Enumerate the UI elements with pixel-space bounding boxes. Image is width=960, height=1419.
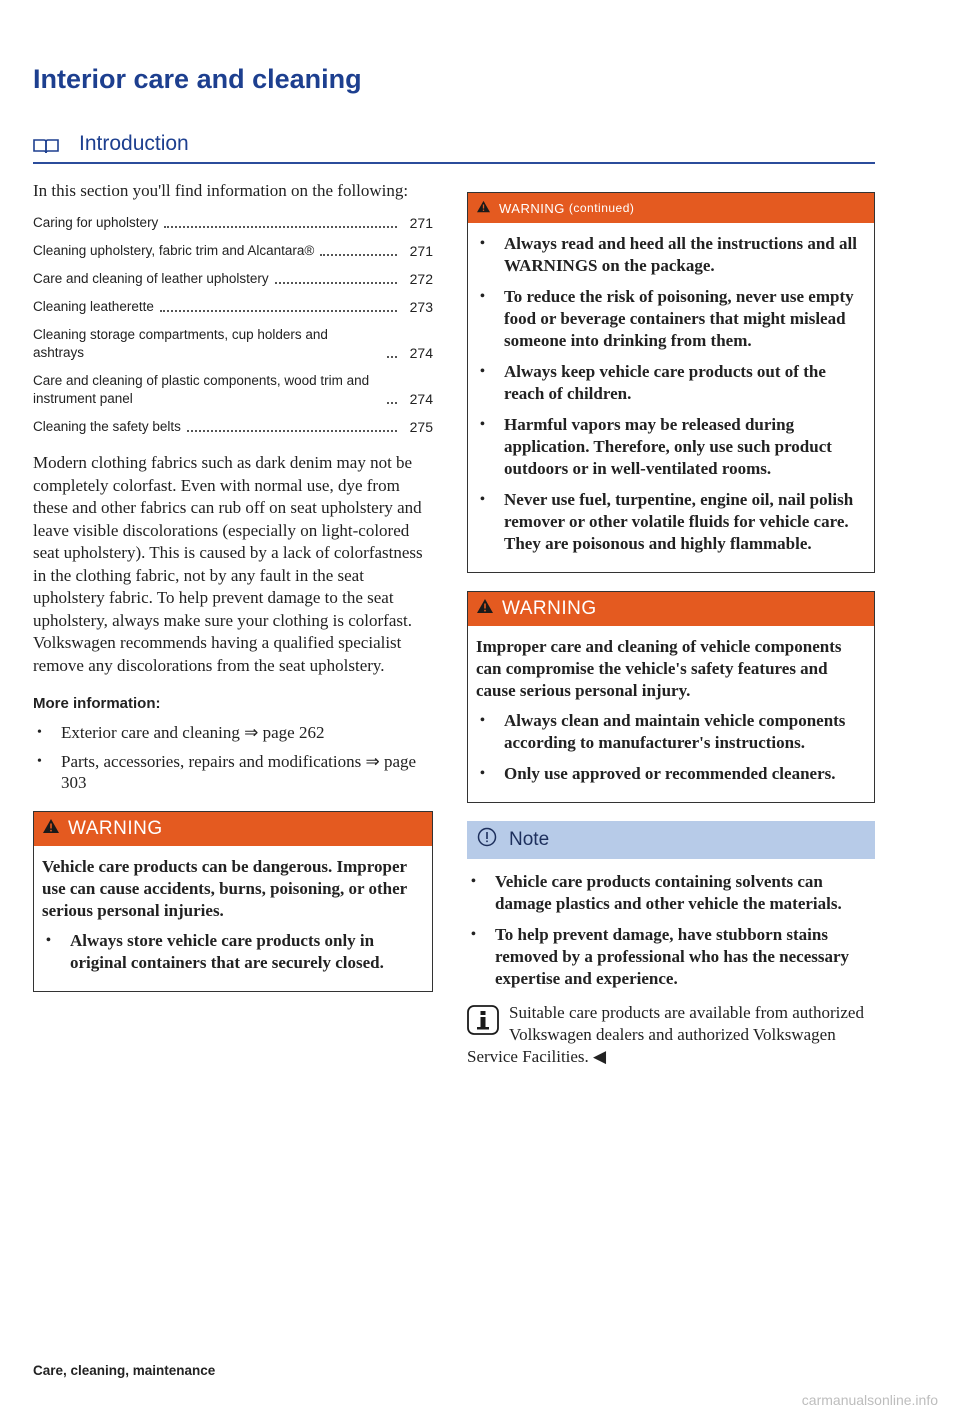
warning-body-2	[468, 626, 874, 802]
note-bullets	[467, 871, 875, 990]
warning-bullet: • Always read and heed all the instructions and all WARNINGS on the package.	[476, 233, 866, 277]
intro-text: In this section you'll find information on the following:	[33, 181, 409, 200]
warning-bullet: • Harmful vapors may be released during application. Therefore, only use such product outdoors or in well-ventilated rooms.	[476, 414, 866, 480]
toc-item-page: 272	[409, 271, 433, 287]
toc-leader	[187, 430, 397, 432]
chapter-title: Interior care and cleaning	[33, 64, 362, 94]
toc-item[interactable]	[33, 242, 433, 260]
toc-item[interactable]	[33, 326, 433, 362]
section-title: Introduction	[79, 132, 189, 155]
note-bullet: • To help prevent damage, have stubborn stains removed by a professional who has the necessary expertise and experience.	[467, 924, 875, 990]
note-bullet: • Vehicle care products containing solvents can damage plastics and other vehicle the materials.	[467, 871, 875, 915]
warning-bullet: • To reduce the risk of poisoning, never use empty food or beverage containers that might mislead someone into drinking from them.	[476, 286, 866, 352]
body-paragraph: Modern clothing fabrics such as dark denim may not be completely colorfast. Even with normal use, dye from these and other fabrics can rub off on seat upholstery and leave visible discolorations (especially on light-colored seat upholstery). This is caused by a lack of colorfastness in the clothing fabric, not by any fault in the seat upholstery fabric. To help prevent damage to the seat upholstery, always make sure your clothing is colorfast. Volkswagen recommends having a qualified specialist remove any discolorations from the seat upholstery.	[33, 453, 423, 675]
warning-text: Vehicle care products can be dangerous. Improper use can cause accidents, burns, poisoning, or other serious personal injuries.	[42, 857, 407, 920]
warning-bullet: • Always clean and maintain vehicle components according to manufacturer's instructions.	[476, 710, 866, 754]
warning-triangle-icon	[476, 598, 494, 620]
warning-bullet: • Only use approved or recommended cleaners.	[476, 763, 866, 785]
warning-triangle-icon	[42, 818, 60, 840]
warning-title-2: WARNING	[502, 598, 597, 619]
page-footer: Care, cleaning, maintenance	[33, 1363, 216, 1378]
toc-item-page: 271	[409, 243, 433, 259]
toc-item-page: 271	[409, 215, 433, 231]
warning-continued-header	[468, 193, 874, 223]
note-body	[467, 859, 875, 990]
note-header	[467, 821, 875, 859]
warning-title: WARNING	[68, 818, 163, 839]
toc-leader	[164, 226, 397, 228]
book-icon	[33, 138, 59, 159]
warning-text-2: Improper care and cleaning of vehicle components can compromise the vehicle's safety features and cause serious personal injury.	[476, 637, 842, 700]
warning-bullets-2	[476, 710, 866, 785]
warning-continued-body	[468, 223, 874, 572]
tip-text: Suitable care products are available from authorized Volkswagen dealers and authorized Volkswagen Service Facilities. ◀	[467, 1003, 864, 1066]
toc-list	[33, 214, 433, 436]
toc-item-label: Cleaning the safety belts	[33, 419, 181, 434]
toc-item-label: Care and cleaning of plastic components, wood trim and instrument panel	[33, 373, 370, 406]
warning-bullet: • Never use fuel, turpentine, engine oil, nail polish remover or other volatile fluids for vehicle care. They are poisonous and highly flammable.	[476, 489, 866, 555]
warning-bullet: • Always keep vehicle care products out of the reach of children.	[476, 361, 866, 405]
toc-item-label: Care and cleaning of leather upholstery	[33, 271, 269, 286]
toc-item[interactable]	[33, 372, 433, 408]
more-info-link[interactable]: • Exterior care and cleaning ⇒ page 262	[33, 722, 433, 743]
toc-leader	[320, 254, 397, 256]
toc-item-page: 274	[409, 391, 433, 407]
exclamation-circle-icon	[477, 827, 497, 853]
tip-block	[467, 1002, 875, 1068]
toc-item[interactable]	[33, 418, 433, 436]
toc-item[interactable]	[33, 298, 433, 316]
info-tip-icon	[467, 1005, 499, 1041]
toc-item-label: Cleaning leatherette	[33, 299, 154, 314]
warning-box	[33, 811, 433, 992]
toc-item-label: Cleaning storage compartments, cup holders and ashtrays	[33, 327, 328, 360]
note-title: Note	[509, 829, 550, 850]
warning-continued-box	[467, 192, 875, 573]
left-column	[33, 180, 433, 992]
section-header	[33, 128, 875, 164]
warning-continued-bullets	[476, 233, 866, 555]
warning-body	[34, 846, 432, 991]
toc-leader	[275, 282, 397, 284]
warning-continued-title: WARNING	[499, 200, 565, 216]
toc-item-page: 274	[409, 345, 433, 361]
toc-leader	[387, 356, 397, 358]
warning-bullets	[42, 930, 424, 974]
warning-bullet: • Always store vehicle care products only in original containers that are securely closed.	[42, 930, 424, 974]
toc-item[interactable]	[33, 270, 433, 288]
toc-item-page: 275	[409, 419, 433, 435]
toc-item-label: Cleaning upholstery, fabric trim and Alcantara®	[33, 243, 315, 258]
toc-leader	[387, 402, 397, 404]
toc-item[interactable]	[33, 214, 433, 232]
more-info-list	[33, 722, 433, 793]
toc-item-page: 273	[409, 299, 433, 315]
right-column	[467, 192, 875, 1068]
watermark: carmanualsonline.info	[801, 1392, 938, 1408]
toc-leader	[160, 310, 397, 312]
warning-header-2	[468, 592, 874, 626]
more-info-heading: More information:	[33, 695, 161, 712]
toc-item-label: Caring for upholstery	[33, 215, 159, 230]
warning-box-2	[467, 591, 875, 803]
warning-triangle-icon	[476, 200, 491, 216]
more-info-link[interactable]: • Parts, accessories, repairs and modifications ⇒ page 303	[33, 751, 433, 793]
warning-continued-suffix: (continued)	[568, 201, 635, 215]
warning-header	[34, 812, 432, 846]
